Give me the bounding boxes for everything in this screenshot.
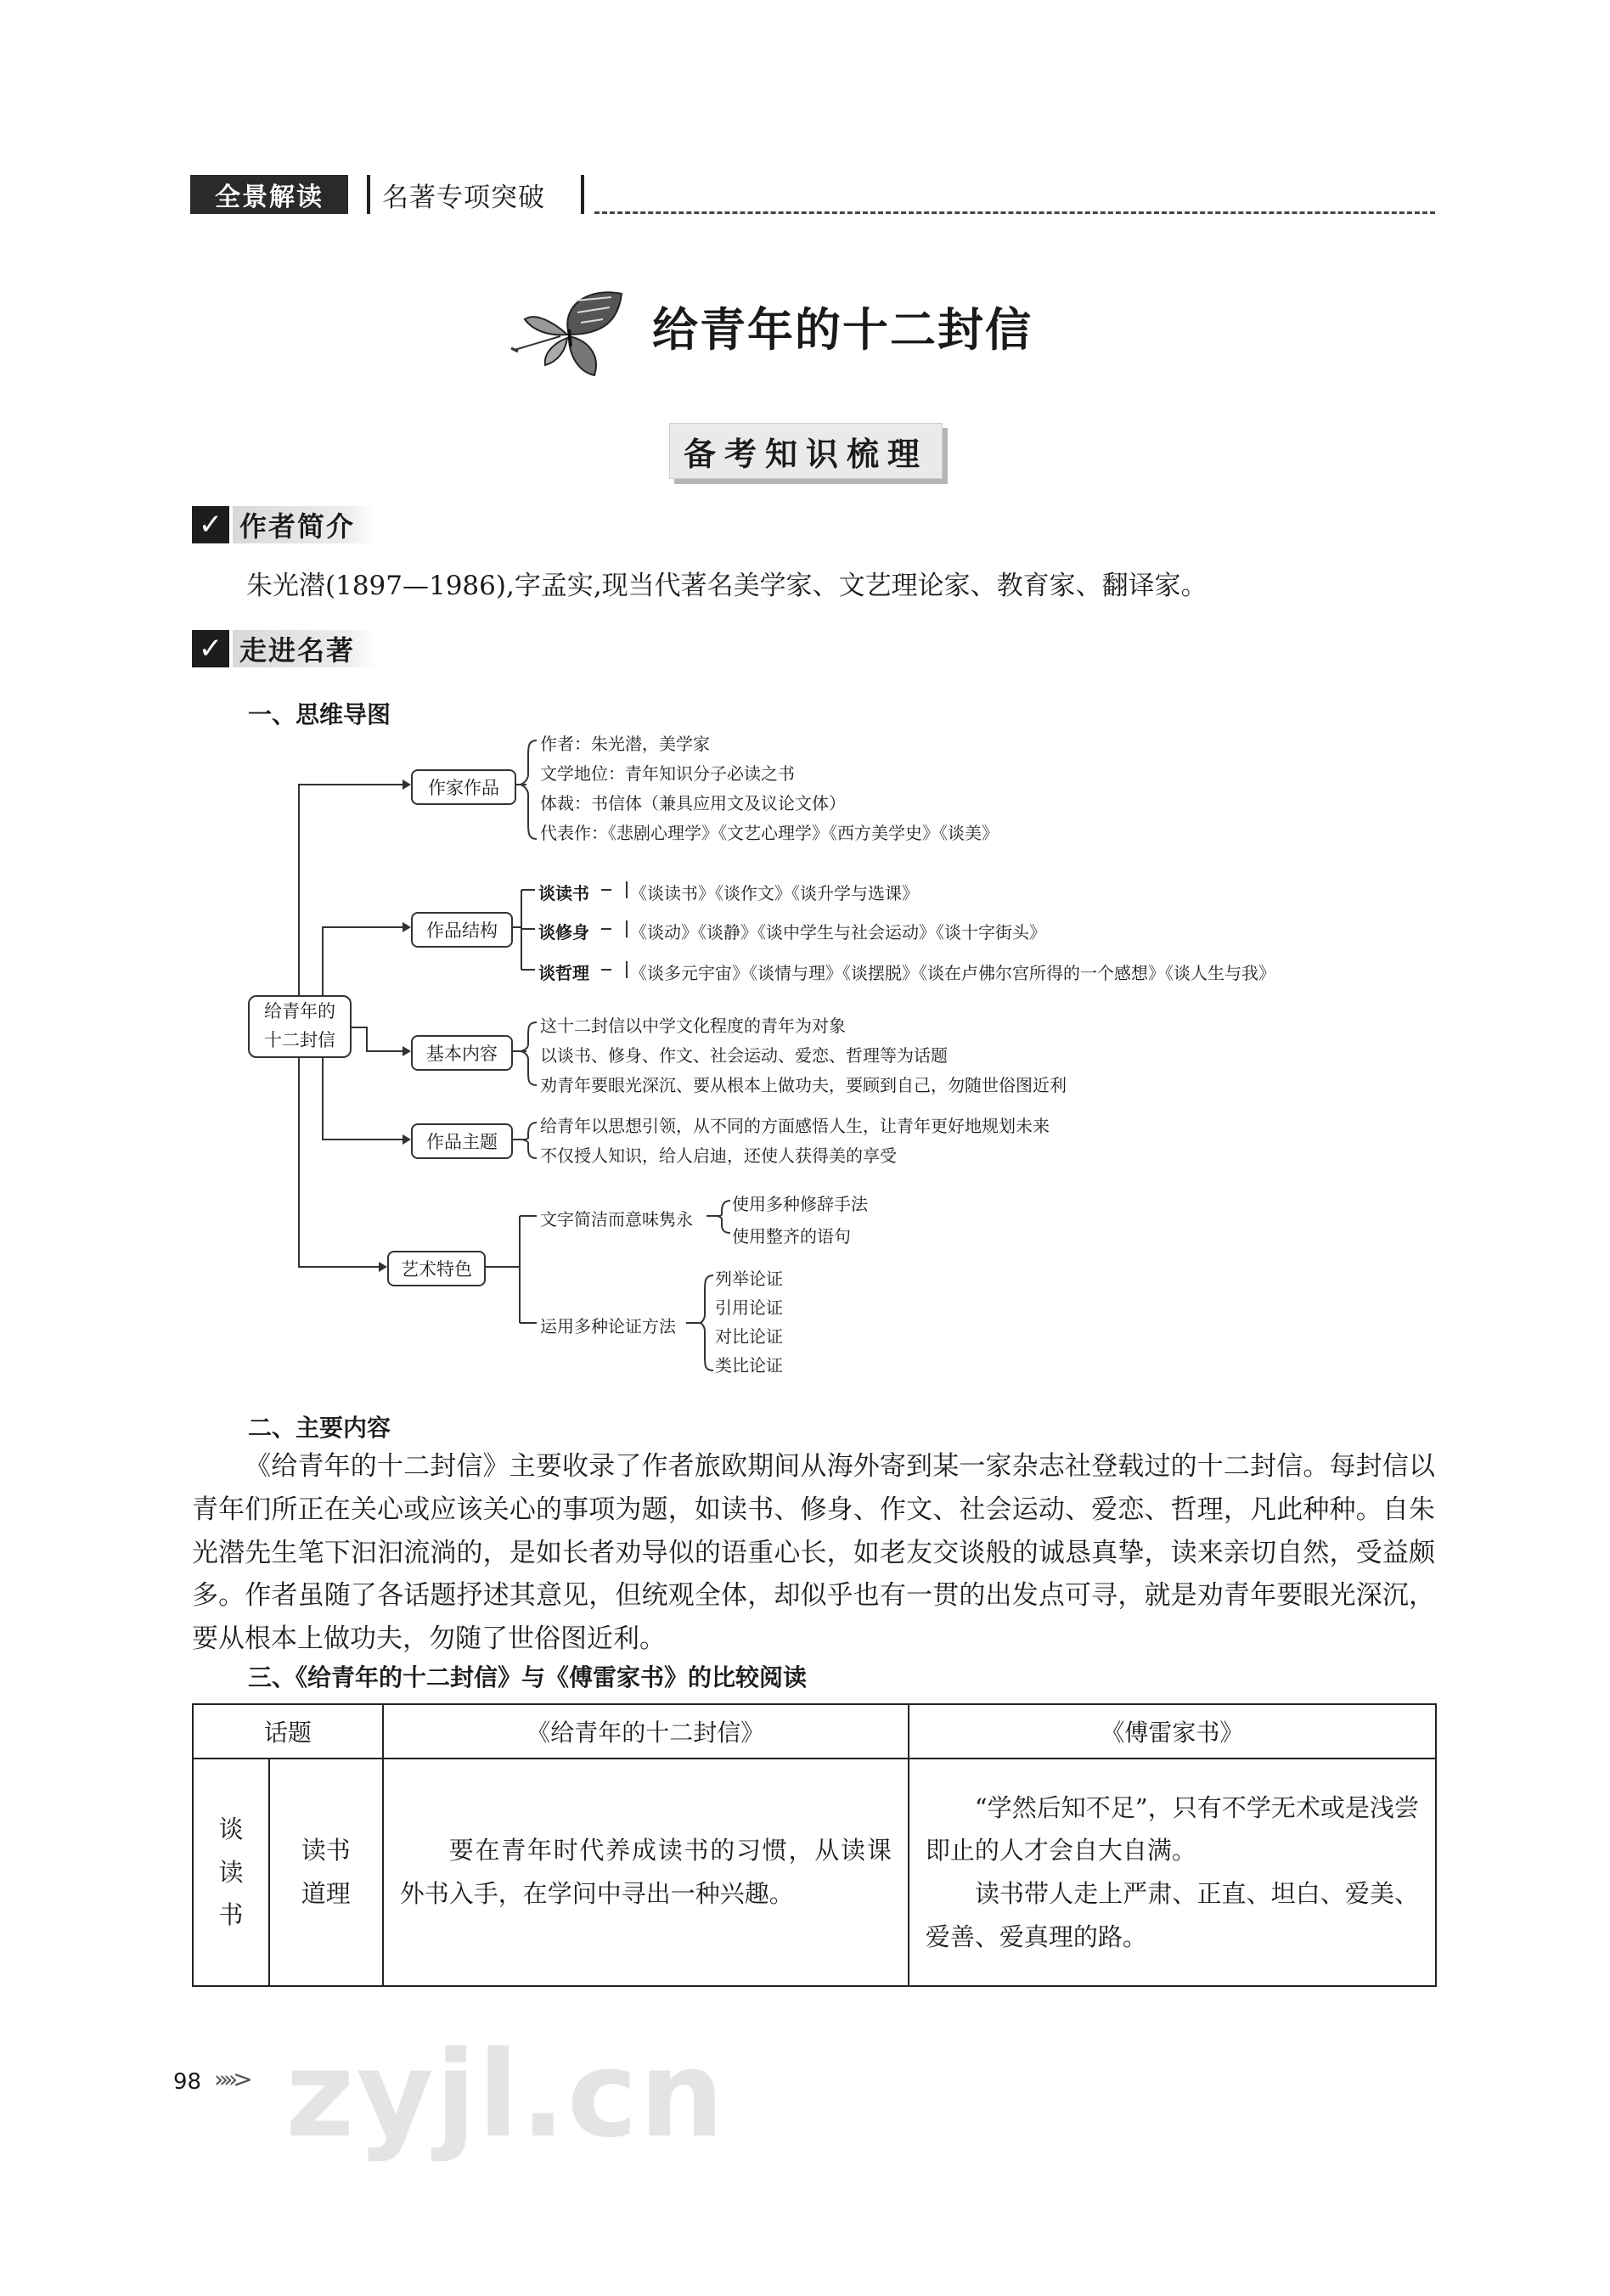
check-icon: ✓ (192, 506, 229, 543)
mindmap-node-art: 艺术特色 (387, 1251, 486, 1286)
check-icon: ✓ (192, 630, 229, 667)
mindmap-heading: 一、思维导图 (248, 701, 391, 729)
mindmap-sub-label: 谈修身 (538, 922, 589, 943)
mindmap-leaf: 引用论证 (715, 1297, 783, 1318)
main-content-heading: 二、主要内容 (248, 1414, 391, 1442)
comparison-heading: 三、《给青年的十二封信》与《傅雷家书》的比较阅读 (248, 1663, 808, 1691)
mindmap-leaf: 代表作：《悲剧心理学》《文艺心理学》《西方美学史》《谈美》 (540, 823, 999, 843)
table-header-row (193, 1704, 1436, 1759)
mindmap-root-line: 给青年的 (264, 1001, 335, 1022)
mindmap-leaf: 对比论证 (715, 1326, 783, 1347)
topic-char: 读 (218, 1857, 244, 1887)
author-intro: 朱光潜(1897—1986),字孟实,现当代著名美学家、文艺理论家、教育家、翻译家。 (246, 571, 1208, 601)
topic-cell (193, 1759, 269, 1986)
main-content-paragraph: 《给青年的十二封信》主要收录了作者旅欧期间从海外寄到某一家杂志社登载过的十二封信。每封信以青年们所正在关心或应该关心的事项为题，如读书、修身、作文、社会运动、爱恋、哲理，凡此种种。自朱光潜先生笔下汩汩流淌的，是如长者劝导似的语重心长，如老友交谈般的诚恳真挚，读来亲切自然，受益颇多。作者虽随了各话题抒述其意见，但统观全体，却似乎也有一贯的出发点可寻，就是劝青年要眼光深沉，要从根本上做功夫，勿随了世俗图近利。 (192, 1451, 1435, 1655)
mindmap-leaf: 列举论证 (715, 1269, 783, 1289)
table-header-cell: 《给青年的十二封信》 (383, 1704, 909, 1759)
mindmap-node-theme: 作品主题 (411, 1123, 513, 1159)
fu-lei-cell (909, 1759, 1436, 1986)
author-section-label: 作者简介 (233, 506, 377, 543)
mindmap-leaf: 《谈读书》《谈作文》《谈升学与选课》 (630, 883, 919, 903)
cell-text: 要在青年时代养成读书的习惯，从读课外书入手，在学问中寻出一种兴趣。 (399, 1836, 892, 1908)
mindmap-leaf: 《谈动》《谈静》《谈中学生与社会运动》《谈十字街头》 (630, 922, 1046, 943)
subtopic-line: 道理 (301, 1879, 351, 1908)
mindmap-sub-label: 文字简洁而意味隽永 (540, 1209, 693, 1230)
mindmap-leaf: 使用整齐的语句 (732, 1226, 851, 1246)
topic-char: 谈 (218, 1814, 244, 1843)
mindmap-leaf: 《谈多元宇宙》《谈情与理》《谈摆脱》《谈在卢佛尔宫所得的一个感想》《谈人生与我》 (630, 963, 1275, 983)
mindmap-node-content: 基本内容 (411, 1035, 513, 1071)
mindmap-node-structure: 作品结构 (411, 912, 513, 948)
mindmap-root-line: 十二封信 (264, 1030, 335, 1050)
mindmap-leaf: 体裁：书信体（兼具应用文及议论文体） (540, 793, 846, 813)
arrows-icon: »»> (214, 2065, 248, 2093)
subtopic-cell (269, 1759, 383, 1986)
mindmap-sub-label: 谈哲理 (538, 963, 589, 983)
mindmap-sub-label: 运用多种论证方法 (540, 1316, 676, 1337)
mindmap-leaf: 文学地位：青年知识分子必读之书 (540, 763, 795, 784)
mindmap-leaf: 不仅授人知识，给人启迪，还使人获得美的享受 (540, 1145, 897, 1166)
section-banner: 备考知识梳理 (669, 423, 943, 479)
table-row (193, 1759, 1436, 1986)
page-number: 98 (173, 2069, 202, 2095)
watermark: zyjl.cn (285, 2026, 726, 2164)
topic-char: 书 (218, 1900, 244, 1930)
table-header-cell: 《傅雷家书》 (909, 1704, 1436, 1759)
main-content-text (192, 1445, 1435, 1661)
header-badge: 全景解读 (190, 175, 348, 214)
cell-text: 读书带人走上严肃、正直、坦白、爱美、爱善、爱真理的路。 (925, 1879, 1419, 1951)
mindmap-leaf: 类比论证 (715, 1355, 783, 1376)
cell-text: “学然后知不足”，只有不学无术或是浅尝即止的人才会自大自满。 (925, 1792, 1419, 1866)
mindmap-leaf: 以谈书、修身、作文、社会运动、爱恋、哲理等为话题 (540, 1045, 948, 1066)
book-section-label: 走进名著 (233, 630, 377, 667)
mindmap-root (248, 995, 352, 1058)
table-header-cell: 话题 (193, 1704, 383, 1759)
mindmap-leaf: 使用多种修辞手法 (732, 1194, 868, 1214)
comparison-table (192, 1703, 1437, 1987)
mindmap-leaf: 作者：朱光潜，美学家 (540, 734, 710, 754)
mindmap-leaf: 劝青年要眼光深沉、要从根本上做功夫，要顾到自己，勿随世俗图近利 (540, 1075, 1067, 1095)
header-subtitle: 名著专项突破 (382, 182, 545, 213)
page-title: 给青年的十二封信 (652, 303, 1033, 357)
mindmap-node-author-works: 作家作品 (411, 769, 516, 805)
mindmap-sub-label: 谈读书 (538, 883, 589, 903)
mindmap-leaf: 给青年以思想引领，从不同的方面感悟人生，让青年更好地规划未来 (540, 1116, 1050, 1136)
subtopic-line: 读书 (301, 1836, 351, 1866)
mindmap-leaf: 这十二封信以中学文化程度的青年为对象 (540, 1016, 846, 1036)
youth-letters-cell (383, 1759, 909, 1986)
